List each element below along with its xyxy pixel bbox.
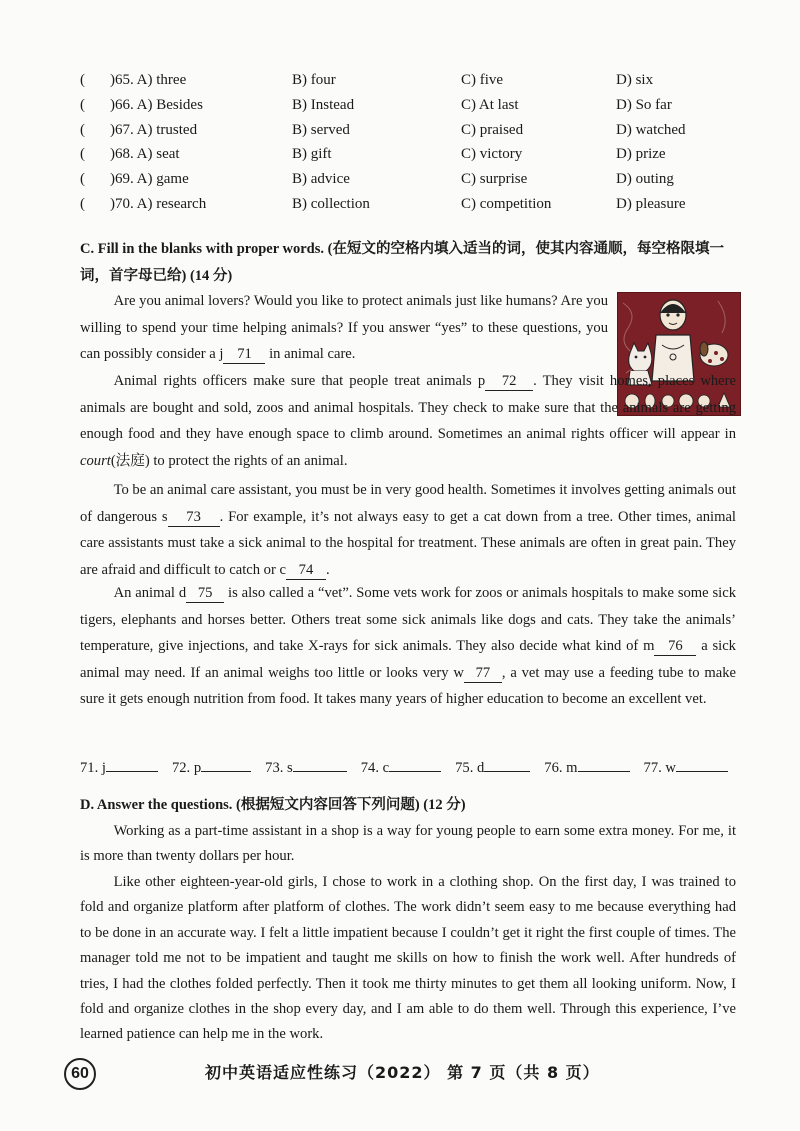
section-d-paragraph-2: Like other eighteen-year-old girls, I chose to work in a clothing shop. On the first day, I was trained to fold and organize platform after platform of clothes. The work didn’t seem easy to me because everything had to be done in an accurate way. I felt a little impatient because I couldn’t get it right the first couple of times. The manager told me not to be impatient and taught me skills on how to finish the work well. After hundreds of tries, I had the clothes folded perfectly. Then it took me thirty minutes to get them all looking uniform. Now, I fold and organize clothes in the shop every day, and I am able to do them well. Through this experience, I’ve learned patience can help me in the work.: [80, 874, 736, 1043]
page-number-badge: 60: [64, 1058, 96, 1090]
paragraph-text: (法庭) to protect the rights of an animal.: [110, 452, 348, 469]
choice-row: [80, 93, 760, 118]
option-a: )67. A) trusted: [110, 121, 198, 138]
answer-76: [544, 756, 629, 780]
option-b: B) gift: [292, 146, 332, 163]
option-b: B) Instead: [292, 96, 355, 113]
paragraph-text: a sick animal may need. If an animal weighs too little or looks very w: [80, 638, 736, 681]
paragraph-text: . For example, it’s not always easy to get a cat down from a tree. Other times, animal care assistants must take a sick animal to the hospital for treatment. These animals are often in great pain. They are afraid and difficult to catch or c: [80, 508, 736, 578]
choice-row: [80, 68, 760, 93]
option-a: )68. A) seat: [110, 146, 180, 163]
blank-76: 76: [654, 637, 696, 656]
blank-74: 74: [286, 561, 326, 580]
answer-label: 76. m: [544, 760, 578, 776]
option-c: C) five: [461, 72, 504, 88]
answer-71: [80, 756, 158, 780]
blank-71: 71: [223, 345, 265, 364]
answer-label: 72. p: [171, 760, 202, 776]
paragraph-text: Are you animal lovers? Would you like to protect animals just like humans? Are you willing to spend your time helping animals? If you answer “yes” to these questions, you can possibly consider a j: [80, 293, 608, 363]
answer-blank[interactable]: [578, 757, 630, 772]
option-b: B) four: [292, 72, 336, 88]
option-a: )70. A) research: [110, 195, 207, 212]
answer-label: 73. s: [265, 760, 293, 776]
choice-row: [80, 142, 760, 167]
paragraph-text: . They visit homes, places where animals are bought and sold, zoos and animal hospitals. They check to make sure that the animals are getting enough food and they have enough space to climb around. Sometimes an animal rights officer will appear in: [80, 373, 737, 443]
answer-paren: (: [80, 96, 85, 113]
option-a: )69. A) game: [110, 171, 189, 188]
answer-label: 71. j: [80, 760, 106, 776]
option-d: D) prize: [616, 146, 666, 163]
paragraph-text: in animal care.: [265, 346, 356, 363]
answer-label: 77. w: [643, 760, 676, 776]
answer-blank[interactable]: [676, 757, 728, 772]
answer-blank[interactable]: [484, 757, 530, 772]
choice-row: [80, 118, 760, 143]
blank-75: 75: [186, 584, 224, 603]
option-d: D) watched: [616, 121, 686, 138]
paragraph-text: , a vet may use a feeding tube to make sure it gets enough nutrition from food. It takes many years of higher education to become an excellent vet.: [80, 664, 736, 708]
option-b: B) collection: [292, 195, 370, 212]
answer-blank[interactable]: [293, 757, 347, 772]
option-d: D) So far: [616, 96, 672, 113]
answer-72: [172, 756, 251, 780]
answer-paren: (: [80, 171, 85, 188]
answer-73: [265, 756, 347, 780]
option-d: D) outing: [616, 171, 674, 188]
choice-row: [80, 167, 760, 192]
multiple-choice-block: [80, 68, 760, 217]
option-c: C) At last: [461, 96, 519, 113]
answer-77: [644, 756, 728, 780]
option-b: B) advice: [292, 171, 350, 188]
section-d-paragraph-1: Working as a part-time assistant in a shop is a way for young people to earn some extra money. For me, it is more than twenty dollars per hour.: [80, 823, 736, 865]
section-c-paragraph-1: [80, 288, 608, 368]
section-c-paragraph-4: [80, 580, 736, 713]
paragraph-text: Animal rights officers make sure that people treat animals p: [113, 373, 486, 389]
answer-line: [80, 756, 740, 780]
answer-paren: (: [80, 72, 85, 88]
section-c-paragraph-3: [80, 477, 736, 583]
option-a: )65. A) three: [110, 72, 187, 88]
paragraph-text: An animal d: [113, 585, 187, 601]
answer-label: 75. d: [455, 760, 485, 776]
section-c-heading: C. Fill in the blanks with proper words. (在短文的空格内填入适当的词，使其内容通顺，每空格限填一词，首字母已给) (14 分): [80, 241, 724, 284]
option-c: C) praised: [461, 121, 524, 138]
blank-77: 77: [464, 664, 502, 683]
option-c: C) competition: [461, 195, 552, 212]
section-c-paragraph-2: [80, 368, 736, 474]
italic-word-court: court: [80, 452, 111, 469]
choice-row: [80, 192, 760, 217]
option-c: C) surprise: [461, 171, 528, 188]
paragraph-text: is also called a “vet”. Some vets work for zoos or animals hospitals to make some sick tigers, elephants and horses better. Others treat some sick animals like dogs and cats. They take the animals’ temperature, give injections, and take X-rays for sick animals. They also decide what kind of m: [80, 585, 736, 655]
footer-title: 初中英语适应性练习（2022） 第 7 页（共 8 页）: [205, 1063, 600, 1082]
answer-blank[interactable]: [389, 757, 441, 772]
blank-73: 73: [168, 508, 220, 527]
option-d: D) six: [616, 72, 654, 88]
section-d-heading: D. Answer the questions. (根据短文内容回答下列问题) (12 分): [80, 797, 466, 813]
answer-paren: (: [80, 146, 85, 163]
paragraph-text: To be an animal care assistant, you must be in very good health. Sometimes it involves getting animals out of dangerous s: [80, 482, 736, 525]
option-d: D) pleasure: [616, 195, 686, 212]
answer-blank[interactable]: [201, 757, 251, 772]
answer-blank[interactable]: [106, 757, 158, 772]
option-c: C) victory: [461, 146, 523, 163]
paragraph-text: .: [325, 561, 330, 578]
answer-paren: (: [80, 195, 85, 212]
option-b: B) served: [292, 121, 350, 138]
page-footer: [0, 1058, 800, 1088]
answer-75: [455, 756, 530, 780]
blank-72: 72: [485, 372, 533, 391]
option-a: )66. A) Besides: [110, 96, 203, 113]
answer-paren: (: [80, 121, 85, 138]
answer-74: [361, 756, 441, 780]
answer-label: 74. c: [360, 760, 390, 776]
